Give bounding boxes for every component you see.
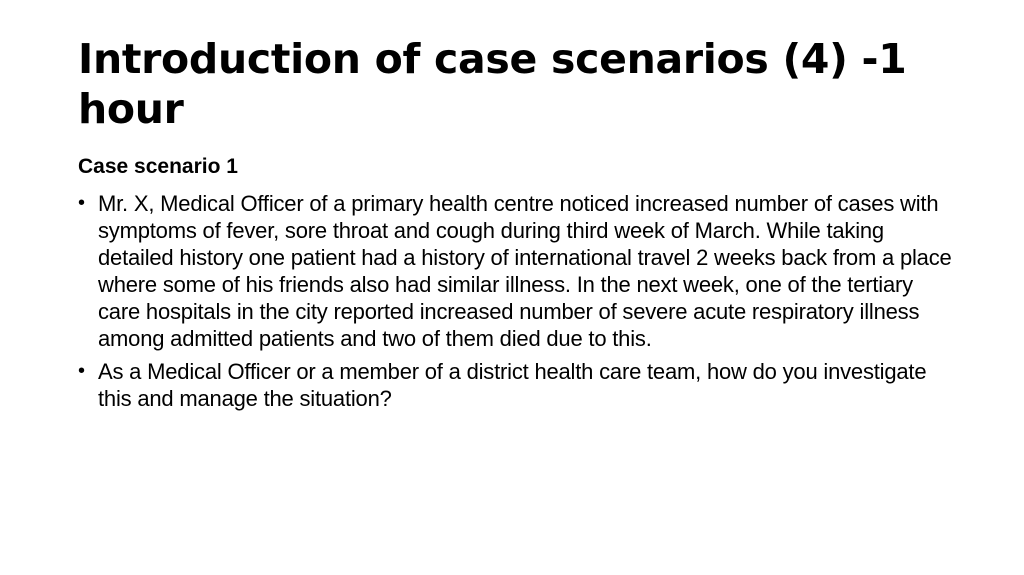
bullet-text: Mr. X, Medical Officer of a primary health centre noticed increased number of cases with symptoms of fever, sore throat and cough during third week of March. While taking detailed history one patient had a history of international travel 2 weeks back from a place where some of his friends also had similar illness. In the next week, one of the tertiary care hospitals in the city reported increased number of severe acute respiratory illness among admitted patients and two of them died due to this. <box>98 191 952 351</box>
bullet-dot-icon: • <box>78 360 85 382</box>
bullet-dot-icon: • <box>78 192 85 214</box>
bullet-list <box>78 190 958 412</box>
bullet-text: As a Medical Officer or a member of a district health care team, how do you investigate this and manage the situation? <box>98 359 927 411</box>
bullet-item-question <box>78 358 958 412</box>
slide-content <box>78 154 958 418</box>
case-scenario-heading: Case scenario 1 <box>78 155 238 178</box>
slide-title: Introduction of case scenarios (4) -1 hour <box>78 35 907 133</box>
bullet-item-case-description <box>78 190 958 352</box>
